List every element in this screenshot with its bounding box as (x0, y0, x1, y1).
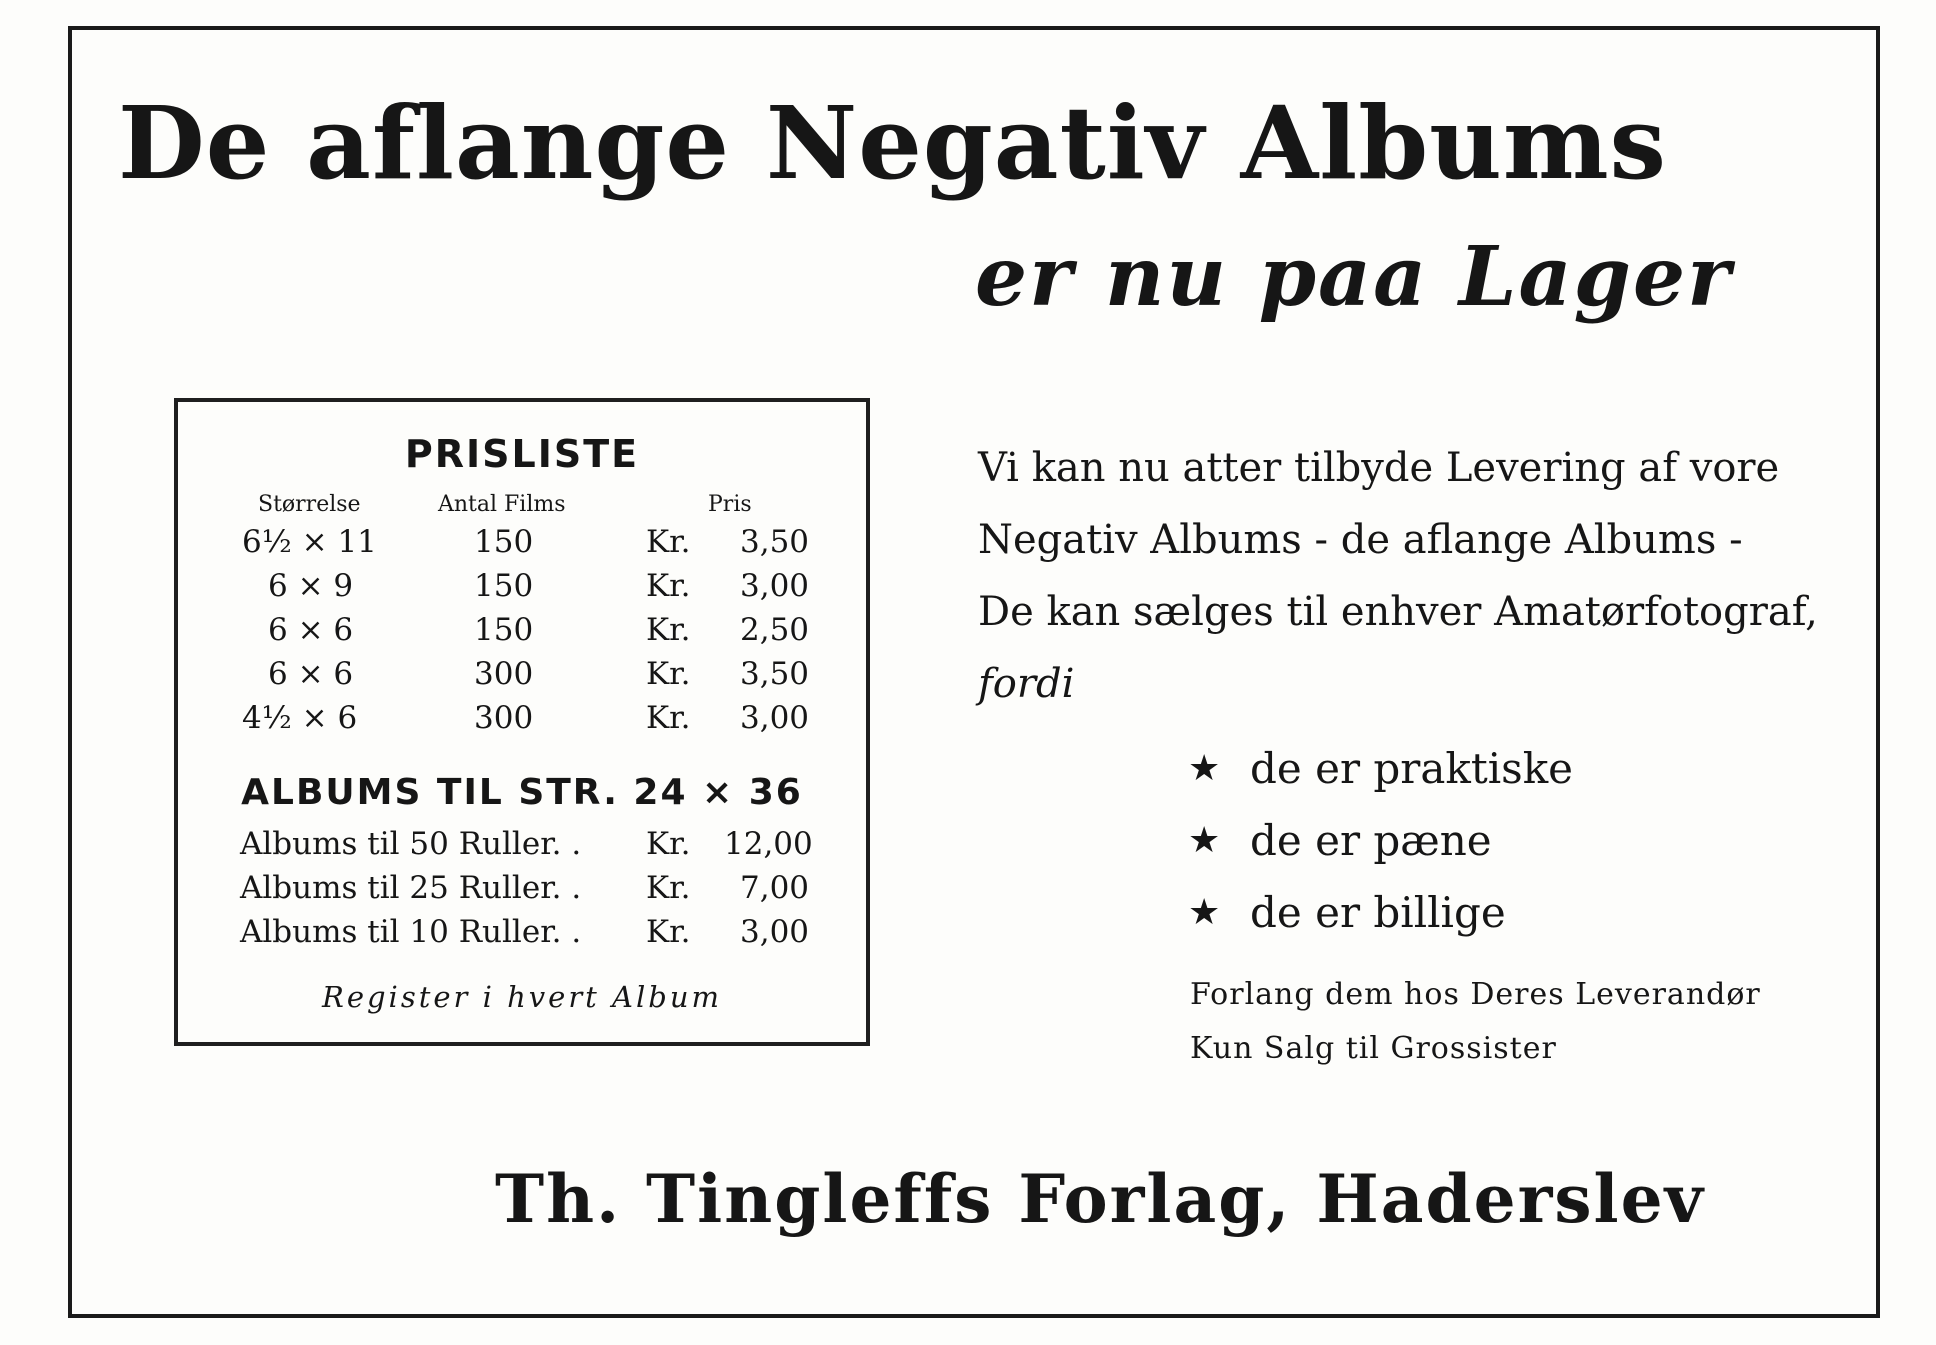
headline: De aflange Negativ Albums (118, 84, 1667, 202)
currency-cell: Kr. (646, 870, 691, 906)
column-header-films: Antal Films (438, 492, 566, 517)
currency-cell: Kr. (646, 700, 691, 736)
currency-cell: Kr. (646, 612, 691, 648)
size-cell: 6½ × 11 (242, 524, 377, 560)
films-cell: 150 (474, 524, 534, 560)
subheadline: er nu paa Lager (975, 229, 1733, 325)
reason-item (1188, 876, 1573, 948)
album-label: Albums til 50 Ruller. . (240, 826, 582, 862)
price-cell: 3,00 (740, 700, 810, 736)
films-cell: 300 (474, 700, 534, 736)
currency-cell: Kr. (646, 826, 691, 862)
price-cell: 2,50 (740, 612, 810, 648)
star-icon: ★ (1188, 819, 1221, 861)
reason-text: de er billige (1250, 887, 1506, 937)
price-cell: 7,00 (740, 870, 810, 906)
price-cell: 3,50 (740, 656, 810, 692)
films-cell: 300 (474, 656, 534, 692)
currency-cell: Kr. (646, 914, 691, 950)
register-note: Register i hvert Album (321, 980, 723, 1014)
reasons-list (1188, 732, 1573, 948)
currency-cell: Kr. (646, 524, 691, 560)
price-row (178, 612, 866, 656)
album-row (178, 870, 866, 914)
films-cell: 150 (474, 612, 534, 648)
reason-item (1188, 804, 1573, 876)
publisher-name: Th. Tingleffs Forlag, Haderslev (495, 1160, 1705, 1238)
note-line: Forlang dem hos Deres Leverandør (1190, 977, 1761, 1012)
price-cell: 3,00 (740, 568, 810, 604)
column-header-price: Pris (708, 492, 752, 517)
currency-cell: Kr. (646, 568, 691, 604)
currency-cell: Kr. (646, 656, 691, 692)
album-label: Albums til 10 Ruller. . (240, 914, 582, 950)
size-cell: 6 × 6 (268, 656, 354, 692)
price-list-heading: PRISLISTE (404, 432, 640, 476)
price-cell: 12,00 (724, 826, 813, 862)
column-header-size: Størrelse (258, 492, 361, 517)
price-row (178, 700, 866, 744)
films-cell: 150 (474, 568, 534, 604)
price-cell: 3,00 (740, 914, 810, 950)
size-cell: 4½ × 6 (242, 700, 358, 736)
intro-paragraph (978, 432, 1818, 720)
price-row (178, 656, 866, 700)
note-line: Kun Salg til Grossister (1190, 1031, 1557, 1066)
price-cell: 3,50 (740, 524, 810, 560)
intro-line: De kan sælges til enhver Amatørfotograf, (978, 589, 1818, 635)
price-row (178, 568, 866, 612)
intro-emphasis: fordi (978, 661, 1075, 707)
star-icon: ★ (1188, 747, 1221, 789)
intro-line: Negativ Albums - de aflange Albums - (978, 517, 1743, 563)
size-cell: 6 × 6 (268, 612, 354, 648)
album-row (178, 914, 866, 958)
price-list-box (174, 398, 870, 1046)
album-label: Albums til 25 Ruller. . (240, 870, 582, 906)
sales-notes (1190, 968, 1761, 1076)
albums-section-heading: ALBUMS TIL STR. 24 × 36 (241, 772, 803, 813)
reason-item (1188, 732, 1573, 804)
price-row (178, 524, 866, 568)
size-cell: 6 × 9 (268, 568, 354, 604)
star-icon: ★ (1188, 891, 1221, 933)
reason-text: de er praktiske (1250, 743, 1573, 793)
intro-line: Vi kan nu atter tilbyde Levering af vore (978, 445, 1780, 491)
album-row (178, 826, 866, 870)
reason-text: de er pæne (1250, 815, 1492, 865)
